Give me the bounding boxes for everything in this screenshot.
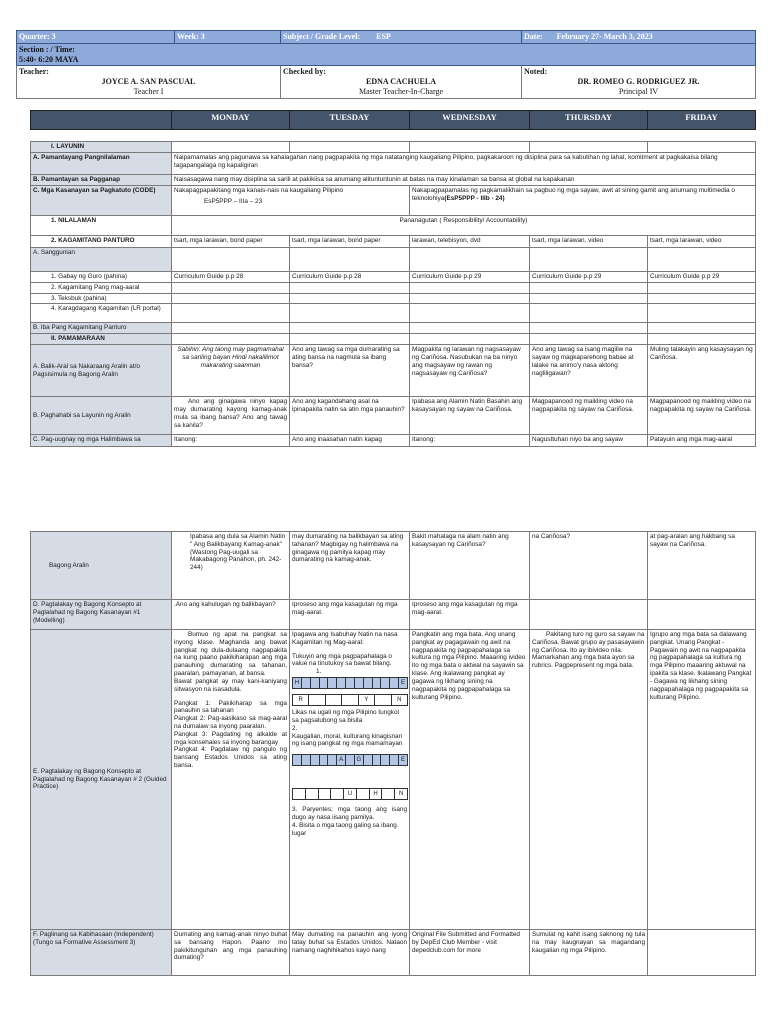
pagtalakay1-thu (530, 600, 648, 630)
pagtalakay2-fri: Igrupo ang mga bata sa dalawang pangkat. Unang Pangkat - Pagawain ng awit na nagpapakita ng pagpapahalaga sa kultura ng mga Pilipino maaaring aktuwal na ipakita sa klase. Ikalawang Pangkat - Gagawa ng likhang sining nagpapahalaga ng pagpapakita sa kulturang Pilipino. (648, 630, 756, 930)
kagamitang-panturo-label: 2. KAGAMITANG PANTURO (31, 236, 172, 248)
pag-uugnay-thu: Nagusttuhan niyo ba ang sayaw (530, 435, 648, 447)
pagganap-label: B. Pamantayan sa Pagganap (31, 175, 172, 186)
puzzle-2-row-a: A G E (292, 754, 407, 766)
day-monday: MONDAY (172, 111, 290, 130)
nilalaman: Pananagutan ( Responsibility/ Accountability) (172, 216, 756, 236)
noted-cell: Noted: DR. ROMEO G. RODRIGUEZ JR. Principal IV (522, 66, 756, 98)
pagtalakay2-wed: Pangkatin ang mga bata. Ang unang pangkat ay pagagawain ng awit na nagpapakita ng pagpapahalaga sa kultura ng mga Pilipino. Maaaring ivideo ito ng mga bata o aktwal na sayawin sa klase. Ang ikalawang pangkat ay gagawa ng likhang sining na nagpapakita ng pagpapahalaga sa kulturang Pilipino. (410, 630, 530, 930)
kagamitang-wed: larawan, telebisyon, dvd (410, 236, 530, 248)
balik-aral-fri: Muling talakayin ang kasaysayan ng Cariñosa. (648, 345, 756, 397)
day-thursday: THURSDAY (530, 111, 648, 130)
kagamitang-mon: tsart, mga larawan, bond paper (172, 236, 290, 248)
gabay-label: 1. Gabay ng Guro (pahina) (31, 272, 172, 283)
nilalaman-label: 1. NILALAMAN (31, 216, 172, 236)
bagong-aralin-tue: may dumarating na balikbayan sa ating tahanan? Magbigay ng halimbawa na ginagawa ng pamilya kapag may dumarating na kamag-anak. (290, 532, 410, 600)
lesson-table-page2 (30, 531, 756, 976)
gabay-thu: Curriculum Guide p.p 29 (530, 272, 648, 283)
pag-uugnay-label: C. Pag-uugnay ng mga Halimbawa sa (31, 435, 172, 447)
header-table (16, 30, 756, 99)
pagtalakay1-label: D. Pagtalakay ng Bagong Konsepto at Paglalahad ng Bagong Kasanayan #1 (Modelling) (31, 600, 172, 630)
paglinang-mon: Dumating ang kamag-anak ninyo buhat sa bansang Hapon. Paano mo pakikitunguhan ang mga panauhing dumating? (172, 930, 290, 976)
bagong-aralin-label: Bagong Aralin (31, 532, 172, 600)
balik-aral-tue: Ano ang tawag sa mga dumarating sa ating bansa na nagmula sa ibang bansa? (290, 345, 410, 397)
pagtalakay2-thu: Pakitang turo ng guro sa sayaw na Cariñosa. Bawat grupo ay pasasayawin ng Cariñosa. Ito ay ibivideo nila. Mamarkahan ang mga bata ayon sa rubrics. Pagpepresent ng mga bata. (530, 630, 648, 930)
kagamitang-fri: tsart, mga larawan, video (648, 236, 756, 248)
balik-aral-wed: Magpakita ng larawan ng nagsasayaw ng Cariñosa. Nasubukan na ba ninyo ang magsayaw ng rawan ng nagsasayaw ng Cariñosa? (410, 345, 530, 397)
section-cell: Section : / Time: 5:40- 6:20 MAYA (17, 43, 756, 66)
gabay-fri: Curriculum Guide p.p 29 (648, 272, 756, 283)
kasanayan-mon-tue: Nakapagpapakitang mga kanais-nais na kaugaliang Pilipino EsP5PPP – IIIa – 23 (172, 186, 410, 216)
pagtalakay1-mon: .Ano ang kahulugan ng balikbayan? (172, 600, 290, 630)
date-label: Date: February 27- March 3, 2023 (522, 31, 756, 44)
pamantayang-pangnilalaman: Naipamamalas ang pagunawa sa kahalagahan nang pagpapakita ng mga natatanging kaugaliang Pilipino, pagkakaroon ng disiplina para sa kabutihan ng lahat, komitment at pagkakaisa bilang tagapangalaga ng kapaligiran (172, 153, 756, 175)
karagdagang-label: 4. Karagdagang Kagamitan (LR portal) (31, 304, 172, 323)
week-label: Week: 3 (175, 31, 281, 44)
bagong-aralin-thu: na Cariñosa? (530, 532, 648, 600)
teksbuk-label: 3. Teksbuk (pahina) (31, 293, 172, 304)
puzzle-2-row-b: U H N (292, 788, 407, 800)
paglinang-thu: Sumulat ng kahit isang saknong ng tula na may kaugnayan sa magandang kaugalian ng mga Pilipino. (530, 930, 648, 976)
lesson-table-page1 (30, 110, 756, 447)
paghahabi-wed: Ipabasa ang Alamin Natin Basahin ang kasaysayan ng sayaw na Cariñosa. (410, 397, 530, 435)
kagamitang-thu: tsart, mga larawan, video (530, 236, 648, 248)
day-wednesday: WEDNESDAY (410, 111, 530, 130)
paglinang-fri (648, 930, 756, 976)
paghahabi-tue: Ano ang kagandahang asal na ipinapakita natin sa atin mga panauhin? (290, 397, 410, 435)
day-tuesday: TUESDAY (290, 111, 410, 130)
subject-label: Subject / Grade Level: ESP (281, 31, 522, 44)
pagtalakay2-tue: Ipagawa ang Isabuhay Natin na nasa Kagamitan ng Mag-aaral: Tukuyin ang mga pagpapahalaga o value na tinutukoy sa bawat bilang. 1. H E R Y N Likas na ugali ng mga Pilipino tungkol sa pagsalubong sa bisita 2. Kaugalian, moral, kulturang kinagisnan ng isang pangkat ng mga mamamayan A G E U H N 3. Paryentes; mga taong ang isang dugo ay nasa iisang pamilya. 4. Bisita o mga taong galing sa ibang lugar (290, 630, 410, 930)
bagong-aralin-wed: Bakit mahalaga na alam natin ang kasaysayan ng Cariñosa? (410, 532, 530, 600)
kasanayan-wed-fri: Nakapagpapamalas ng pagkamalikhain sa pagbuo ng mga sayaw, awit at sining gamit ang anumang multimedia o teknolohiya(EsP5PPP - IIIb - 24) (410, 186, 756, 216)
puzzle-1-row-b: R Y N (292, 694, 407, 706)
quarter-label: Quarter: 3 (17, 31, 175, 44)
pagtalakay1-wed: Iproseso ang mga kasagutan ng mga mag-aaral. (410, 600, 530, 630)
paglinang-tue: May dumating na panauhin ang iyong tatay buhat sa Estados Unidos. Nataon namang naghihikahos kayo nang (290, 930, 410, 976)
bagong-aralin-fri: at pag-aralan ang hakbang sa sayaw na Cariñosa. (648, 532, 756, 600)
pag-uugnay-wed: Itanong: (410, 435, 530, 447)
kagamitang-mag-aaral-label: 2. Kagamitang Pang mag-aaral (31, 282, 172, 293)
balik-aral-thu: Ano ang tawag sa isang magiliw na sayaw ng magkaparehong babae at lalake na animo'y nasa aktong nagliligawan? (530, 345, 648, 397)
checked-by-cell: Checked by: EDNA CACHUELA Master Teacher-In-Charge (281, 66, 522, 98)
day-friday: FRIDAY (648, 111, 756, 130)
pamantayang-pangnilalaman-label: A. Pamantayang Pangnilalaman (31, 153, 172, 175)
pagtalakay1-tue: Iproseso ang mga kasagutan ng mga mag-aaral. (290, 600, 410, 630)
pagtalakay1-fri (648, 600, 756, 630)
gabay-mon: Curriculum Guide p.p 28 (172, 272, 290, 283)
gabay-tue: Curriculum Guide p.p 28 (290, 272, 410, 283)
balik-aral-mon: Sabihin: Ang taong may pagmamahal sa sariling bayan Hindi nakalilimot makarating saanman (172, 345, 290, 397)
paghahabi-mon: Ano ang ginagawa ninyo kapag may dumarating kayong kamag-anak mula sa ibang bansa? Ano ang tawag sa kanila? (172, 397, 290, 435)
balik-aral-label: A. Balik-Aral sa Nakaraang Aralin at/o Pagsisimula ng Bagong Aralin (31, 345, 172, 397)
kasanayan-label: C. Mga Kasanayan sa Pagkatuto (CODE) (31, 186, 172, 216)
pag-uugnay-mon: Itanong: (172, 435, 290, 447)
pag-uugnay-tue: Ano ang inaasahan natin kapag (290, 435, 410, 447)
iba-pang-label: B. Iba Pang Kagamitang Panturo (31, 323, 172, 334)
pamamaraan-label: II. PAMAMARAAN (31, 334, 172, 345)
paghahabi-fri: Magpapanood ng maikling video na nagpapakita ng sayaw na Cariñosa. (648, 397, 756, 435)
paglinang-label: F. Paglinang sa Kabihasaan (Independent) (Tungo sa Formative Assessment 3) (31, 930, 172, 976)
pag-uugnay-fri: Patayuin ang mga mag-aaral (648, 435, 756, 447)
pagtalakay2-mon: Bumuo ng apat na pangkat sa inyong klase. Maghanda ang bawat pangkat ng dula-dulaang nagpapakita na kung paano pakikiharapan ang mga panauhing dumarating sa tahanan, paaralan, pamayanan, at bansa. Bawat pangkat ay may kani-kaniyang sitwasyon na isasadula. Pangkat 1: Pakikiharap sa mga panauhin sa tahanan Pangkat 2: Pag-aasikaso sa mag-aaral na dumalaw sa inyong paaralan. Pangkat 3: Pagdating ng alkalde at mga konsehales sa inyong barangay Pangkat 4: Pagdalaw ng pangulo ng bansang Estados Unidos sa ating bansa. (172, 630, 290, 930)
kagamitang-tue: tsart, mga larawan, bond paper (290, 236, 410, 248)
layunin-label: I. LAYUNIN (31, 142, 172, 153)
paghahabi-thu: Magpapanood ng maikling video na nagpapakita ng sayaw na Cariñosa. (530, 397, 648, 435)
paghahabi-label: B. Paghahabi sa Layunin ng Aralin (31, 397, 172, 435)
paglinang-wed: Original File Submitted and Formatted by DepEd Club Member - visit depedclub.com for more (410, 930, 530, 976)
bagong-aralin-mon: Ipabasa ang dula sa Alamin Natin " Ang Balikbayang Kamag-anak" (Wastong Pag-uugali sa Makabagong Panahon, ph. 242-244) (172, 532, 290, 600)
puzzle-1-row-a: H E (292, 677, 407, 689)
gabay-wed: Curriculum Guide p.p 29 (410, 272, 530, 283)
pagtalakay2-label: E. Pagtalakay ng Bagong Konsepto at Paglalahad ng Bagong Kasanayan # 2 (Guided Practice) (31, 630, 172, 930)
teacher-cell: Teacher: JOYCE A. SAN PASCUAL Teacher I (17, 66, 281, 98)
pagganap: Naisasagawa nang may disiplina sa sarili at pakikiisa sa anumang alituntuntunin at batas na may kinalaman sa bansa at global na kapakanan (172, 175, 756, 186)
sanggunian-label: A. Sanggunian (31, 248, 172, 272)
